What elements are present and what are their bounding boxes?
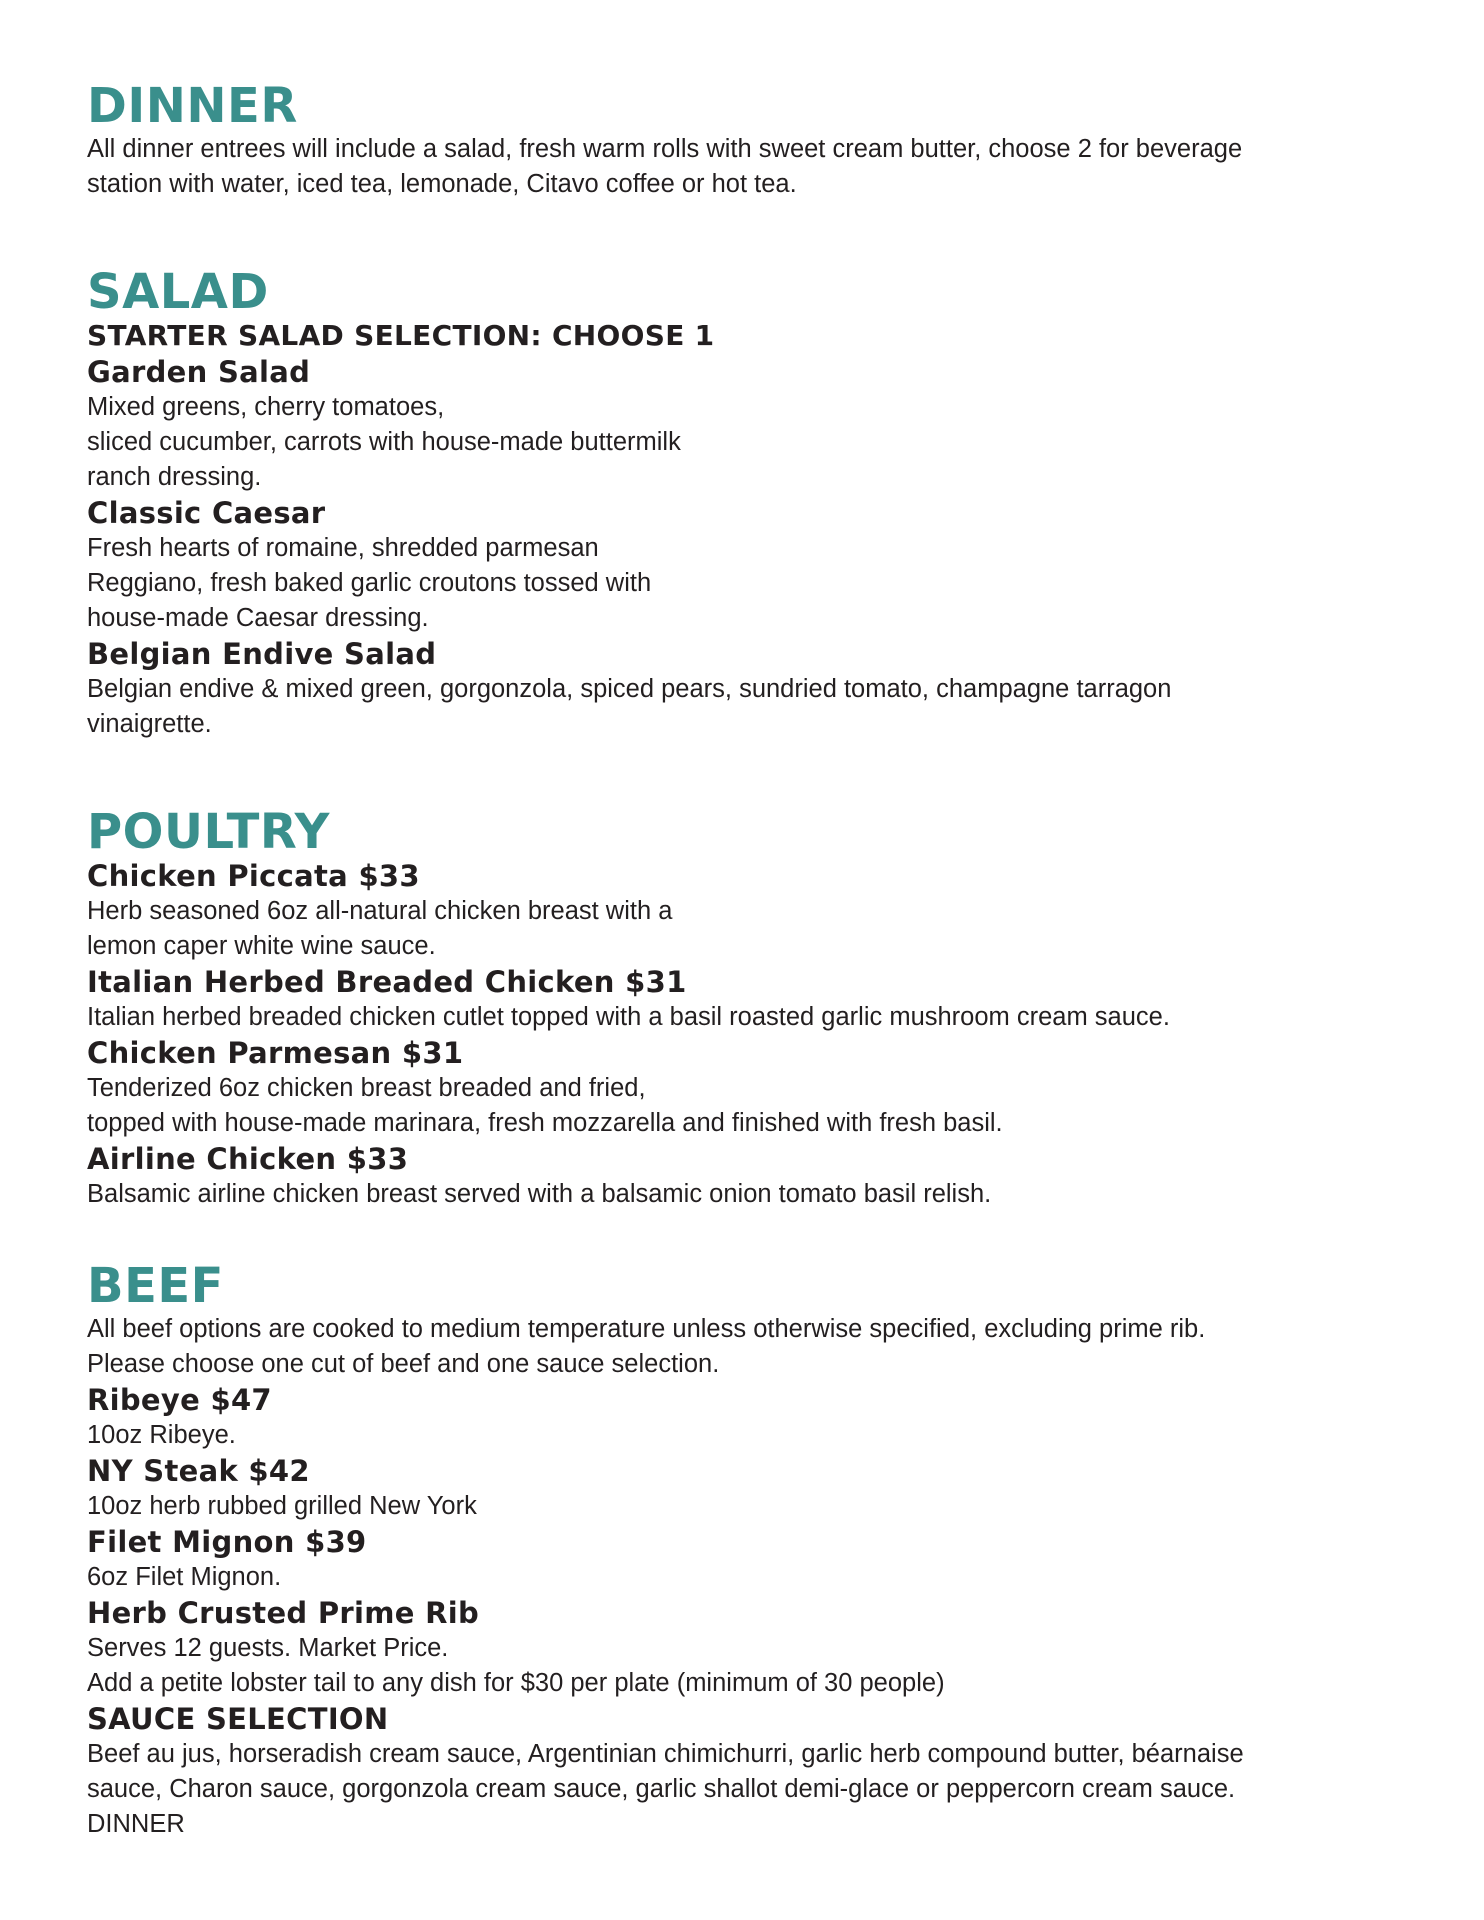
menu-item-name: Italian Herbed Breaded Chicken $31 [87, 965, 687, 999]
menu-item-name: Classic Caesar [87, 496, 326, 530]
menu-item-name: Airline Chicken $33 [87, 1142, 409, 1176]
menu-item-description [87, 894, 1407, 964]
menu-item-name: Filet Mignon $39 [87, 1525, 367, 1559]
salad-title: SALAD [87, 264, 269, 320]
menu-item-description [87, 1071, 1407, 1141]
beef-intro [87, 1312, 1407, 1382]
description-line: Reggiano, fresh baked garlic croutons tossed with [87, 569, 652, 597]
dinner-intro-line: All dinner entrees will include a salad, fresh warm rolls with sweet cream butter, choose 2 for beverage [87, 135, 1243, 163]
menu-item-description [87, 390, 1407, 495]
menu-item-name: NY Steak $42 [87, 1454, 310, 1488]
description-line: vinaigrette. [87, 710, 212, 738]
description-line: Add a petite lobster tail to any dish for $30 per plate (minimum of 30 people) [87, 1669, 945, 1697]
beef-title: BEEF [87, 1258, 224, 1314]
dinner-intro [87, 132, 1407, 202]
menu-item-name: Chicken Piccata $33 [87, 859, 420, 893]
description-line: topped with house-made marinara, fresh mozzarella and finished with fresh basil. [87, 1109, 1003, 1137]
description-line: lemon caper white wine sauce. [87, 932, 436, 960]
description-line: Belgian endive & mixed green, gorgonzola, spiced pears, sundried tomato, champagne tarragon [87, 675, 1172, 703]
description-line: Balsamic airline chicken breast served with a balsamic onion tomato basil relish. [87, 1180, 992, 1208]
description-line: Serves 12 guests. Market Price. [87, 1634, 449, 1662]
description-line: sliced cucumber, carrots with house-made buttermilk [87, 428, 681, 456]
description-line: Herb seasoned 6oz all-natural chicken breast with a [87, 897, 673, 925]
menu-item-description [87, 672, 1407, 742]
menu-item-description [87, 1418, 1407, 1453]
sauce-selection-description [87, 1737, 1407, 1807]
description-line: 10oz herb rubbed grilled New York [87, 1492, 477, 1520]
menu-item-description [87, 1177, 1407, 1212]
salad-subhead: STARTER SALAD SELECTION: CHOOSE 1 [87, 319, 715, 352]
description-line: Mixed greens, cherry tomatoes, [87, 393, 445, 421]
description-line: sauce, Charon sauce, gorgonzola cream sauce, garlic shallot demi-glace or peppercorn cream sauce. [87, 1775, 1236, 1803]
description-line: ranch dressing. [87, 463, 262, 491]
beef-intro-line: All beef options are cooked to medium temperature unless otherwise specified, excluding prime rib. [87, 1315, 1206, 1343]
menu-item-description [87, 1000, 1407, 1035]
menu-item-name: Chicken Parmesan $31 [87, 1036, 464, 1070]
description-line: Fresh hearts of romaine, shredded parmesan [87, 534, 599, 562]
description-line: Italian herbed breaded chicken cutlet topped with a basil roasted garlic mushroom cream sauce. [87, 1003, 1170, 1031]
footer-label: DINNER [87, 1810, 185, 1838]
dinner-intro-line: station with water, iced tea, lemonade, Citavo coffee or hot tea. [87, 170, 797, 198]
menu-item-description [87, 1560, 1407, 1595]
menu-item-name: Herb Crusted Prime Rib [87, 1596, 480, 1630]
menu-item-description [87, 531, 1407, 636]
poultry-title: POULTRY [87, 804, 330, 860]
description-line: 6oz Filet Mignon. [87, 1563, 282, 1591]
menu-item-description [87, 1489, 1407, 1524]
menu-item-description [87, 1631, 1407, 1701]
menu-item-name: Ribeye $47 [87, 1383, 272, 1417]
menu-item-name: Belgian Endive Salad [87, 637, 437, 671]
description-line: Tenderized 6oz chicken breast breaded and fried, [87, 1074, 646, 1102]
description-line: house-made Caesar dressing. [87, 604, 429, 632]
description-line: Beef au jus, horseradish cream sauce, Argentinian chimichurri, garlic herb compound butter, béarnaise [87, 1740, 1244, 1768]
beef-intro-line: Please choose one cut of beef and one sauce selection. [87, 1350, 720, 1378]
description-line: 10oz Ribeye. [87, 1421, 236, 1449]
menu-page [87, 80, 1407, 1842]
dinner-title: DINNER [87, 78, 298, 134]
menu-item-name: Garden Salad [87, 355, 311, 389]
sauce-selection-heading: SAUCE SELECTION [87, 1702, 389, 1736]
